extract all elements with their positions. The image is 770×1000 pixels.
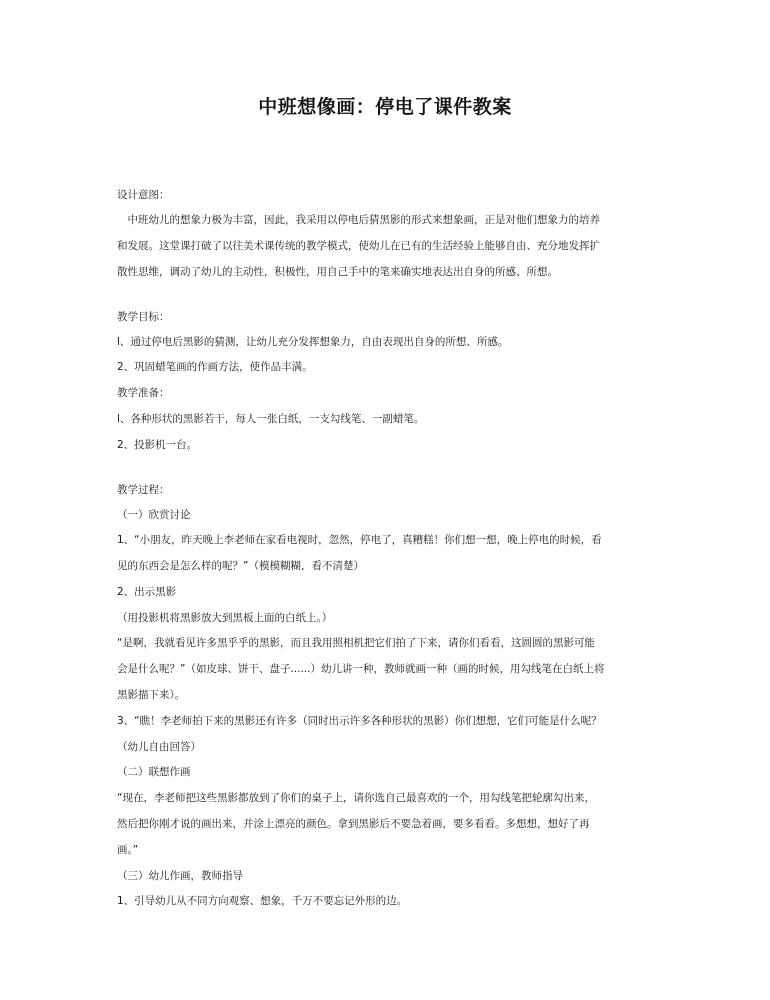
process-line: （一）欣赏讨论 bbox=[117, 509, 191, 521]
process-line: 3、“瞧！李老师拍下来的黑影还有许多（同时出示许多各种形状的黑影）你们想想，它们可能是什么呢？ bbox=[117, 715, 602, 727]
design-intent-line: 中班幼儿的想象力极为丰富，因此，我采用以停电后猜黑影的形式来想象画，正是对他们想象力的培养 bbox=[117, 214, 600, 226]
process-line: 画。” bbox=[117, 844, 139, 856]
process-line: （三）幼儿作画，教师指导 bbox=[117, 870, 243, 882]
preparation-item: 2、投影机一台。 bbox=[117, 439, 198, 451]
process-heading: 教学过程： bbox=[117, 484, 170, 496]
process-line: “现在，李老师把这些黑影都放到了你们的桌子上，请你选自己最喜欢的一个，用勾线笔把轮廓勾出来， bbox=[117, 792, 595, 804]
preparation-item: l、各种形状的黑影若干，每人一张白纸，一支勾线笔、一副蜡笔。 bbox=[117, 413, 425, 425]
goal-item: l、通过停电后黑影的猜测，让幼儿充分发挥想象力，自由表现出自身的所想、所感。 bbox=[117, 336, 509, 348]
process-line: （二）联想作画 bbox=[117, 766, 191, 778]
process-line: （用投影机将黑影放大到黑板上面的白纸上。） bbox=[117, 612, 333, 624]
process-line: “是啊，我就看见许多黑乎乎的黑影，而且我用照相机把它们拍了下来，请你们看看，这圆圆的黑影可能 bbox=[117, 637, 595, 649]
process-line: 1、“小朋友，昨天晚上李老师在家看电视时，忽然，停电了，真糟糕！你们想一想，晚上停电的时候，看 bbox=[117, 534, 602, 546]
process-line: 然后把你刚才说的画出来，并涂上漂亮的颜色。拿到黑影后不要急着画，要多看看。多想想，想好了再 bbox=[117, 818, 590, 830]
process-line: （幼儿自由回答） bbox=[117, 741, 201, 753]
design-intent-line: 散性思维，调动了幼儿的主动性，积极性，用自己手中的笔来确实地表达出自身的所感、所想。 bbox=[117, 266, 558, 278]
goals-heading: 教学目标： bbox=[117, 311, 170, 323]
design-intent-heading: 设计意图： bbox=[117, 189, 170, 201]
page-title: 中班想像画：停电了课件教案 bbox=[258, 96, 512, 118]
process-line: 2、出示黑影 bbox=[117, 586, 177, 598]
process-line: 1、引导幼儿从不同方向观察、想象，千万不要忘记外形的边。 bbox=[117, 895, 408, 907]
process-line: 黑影描下来）。 bbox=[117, 689, 186, 701]
process-line: 会是什么呢？”（如皮球、饼干、盘子......）幼儿讲一种，教师就画一种（画的时候，用勾线笔在白纸上将 bbox=[117, 663, 605, 675]
design-intent-line: 和发展。这堂课打破了以往美术课传统的教学模式，使幼儿在已有的生活经验上能够自由、充分地发挥扩 bbox=[117, 240, 600, 252]
goal-item: 2、巩固蜡笔画的作画方法，使作品丰满。 bbox=[117, 361, 313, 373]
preparation-heading: 教学准备： bbox=[117, 387, 170, 399]
process-line: 见的东西会是怎么样的呢？”（模模糊糊，看不清楚） bbox=[117, 560, 364, 572]
